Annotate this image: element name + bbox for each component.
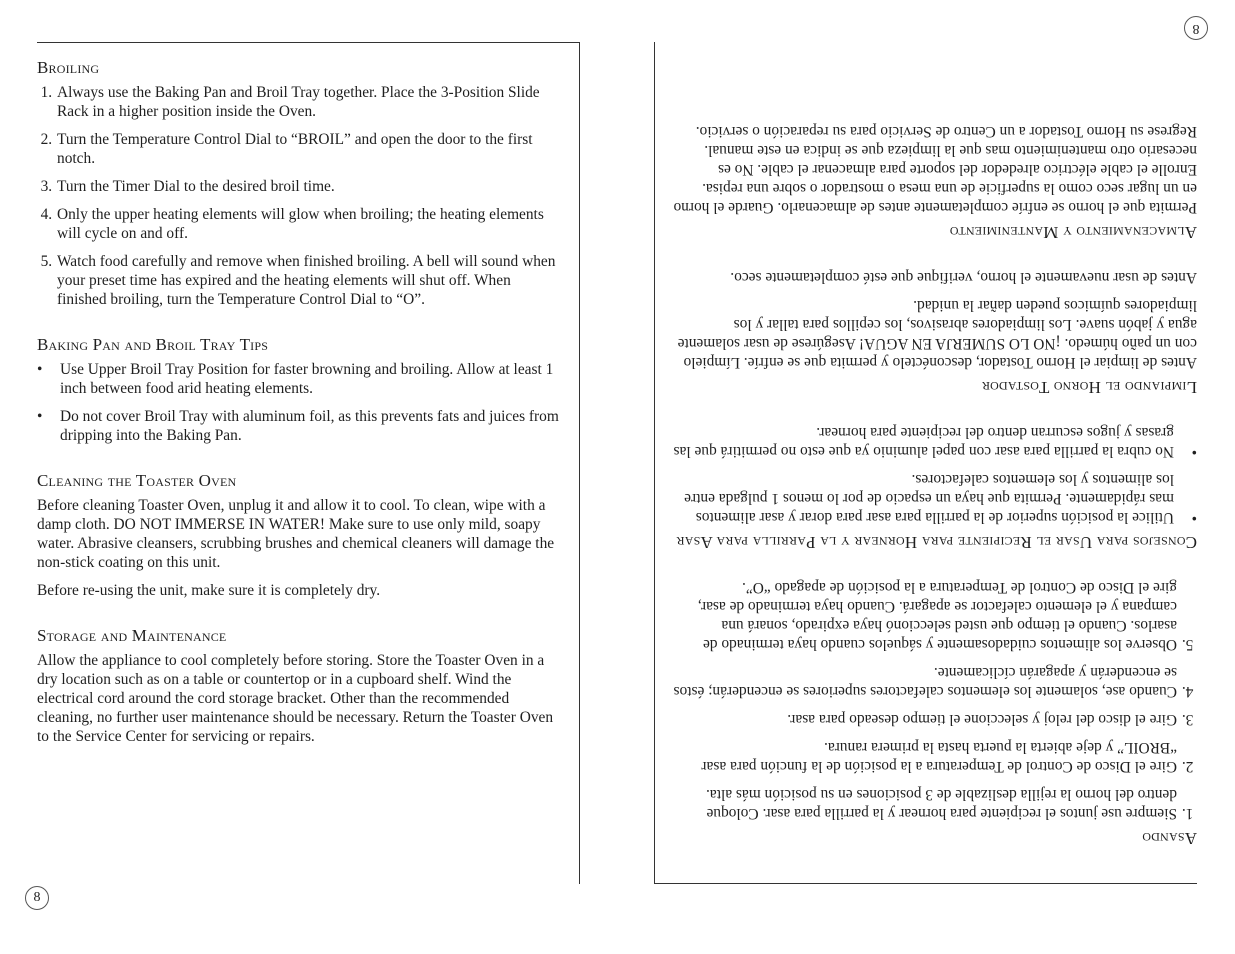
tip-item: • Do not cover Broil Tray with aluminum foil, as this prevents fats and juices from dripping into the Baking Pan. (60, 407, 562, 445)
limpiando-paragraph: Antes de usar nuevamente el horno, verifique que esté completamente seco. (730, 269, 1197, 286)
asando-step: 3. Gire el disco del reloj y seleccione el tiempo deseado para asar. (672, 710, 1178, 729)
cleaning-section (37, 471, 562, 600)
broiling-step: 1. Always use the Baking Pan and Broil Tray together. Place the 3-Position Slide Rack in a higher position inside the Oven. (56, 83, 562, 121)
storage-section (37, 626, 562, 746)
asando-section (672, 578, 1197, 848)
almacenamiento-paragraph: Permita que el horno se enfríe completamente antes de almacenarlo. Guarde el horno en un lugar seco como la superficie de una mesa o mostrador o sobre una repisa. Enrolle el cable eléctrico alrededor del soporte para almacenar el cable. No es necesario otro mantenimiento mas que la limpieza que se indica en este manual. Regrese su Horno Tostador a un Centro de Servicio para su reparación o servicio. (673, 123, 1197, 216)
tips-heading: Baking Pan and Broil Tray Tips (37, 335, 269, 354)
broiling-step: 4. Only the upper heating elements will glow when broiling; the heating elements will cycle on and off. (56, 205, 562, 243)
cleaning-heading: Cleaning the Toaster Oven (37, 471, 237, 490)
consejos-list (672, 423, 1197, 527)
cleaning-paragraph: Before cleaning Toaster Oven, unplug it and allow it to cool. To clean, wipe with a damp cloth. DO NOT IMMERSE IN WATER! Make sure to use only mild, soapy water. Abrasive cleansers, scrubbing brushes and chemical cleaners will damage the non-stick coating on this unit. (37, 497, 555, 571)
page-number-right: 8 (1184, 16, 1208, 40)
spanish-page-inverted (672, 58, 1197, 848)
tips-section (37, 335, 562, 445)
consejo-item: • Utilice la posición superior de la parrilla para asar para dorar y asar alimentos mas rápidamente. Permita que haya un espacio de por lo menos 1 pulgada entre los alimentos y los elementos calefactores. (672, 470, 1174, 527)
tip-item: • Use Upper Broil Tray Position for faster browning and broiling. Allow at least 1 inch between food arid heating elements. (60, 360, 562, 398)
limpiando-heading: Limpiando el Horno Tostador (981, 378, 1197, 397)
consejos-section (672, 423, 1197, 552)
asando-step: 1. Siempre use juntos el recipiente para hornear y la parrilla para asar. Coloque dentro del horno la rejilla deslizable de 3 posiciones en su posición más alta. (672, 785, 1178, 823)
consejos-heading: Consejos para Usar el Recipiente para Hornear y la Parrilla para Asar (676, 533, 1197, 552)
almacenamiento-section (672, 122, 1197, 242)
top-rule-left (37, 42, 580, 43)
asando-step: 5. Observe los alimentos cuidadosamente y sáquelos cuando haya terminado de asarlos. Cuando el tiempo que usted seleccionó haya expirado, sonará una campana y el elemento calefactor se apagará. Cuando haya terminado de asar, gire el Disco de Control de Temperatura a la posición de apagado “O”. (672, 578, 1178, 654)
broiling-step: 3. Turn the Timer Dial to the desired broil time. (56, 177, 562, 196)
column-divider-right (654, 42, 655, 884)
storage-paragraph: Allow the appliance to cool completely before storing. Store the Toaster Oven in a dry location such as on a table or countertop or in a cupboard shelf. Wind the electrical cord around the cord storage bracket. Other than the recommended cleaning, no further user maintenance should be necessary. Return the Toaster Oven to the Service Center for servicing or repairs. (37, 652, 554, 745)
broiling-step: 5. Watch food carefully and remove when finished broiling. A bell will sound when your preset time has expired and the heating elements will shut off. When finished broiling, turn the Temperature Control Dial to “O”. (56, 252, 562, 309)
broiling-heading: Broiling (37, 58, 100, 77)
storage-heading: Storage and Maintenance (37, 626, 227, 645)
bottom-rule-right (654, 883, 1197, 884)
asando-step: 4. Cuando ase, solamente los elementos calefactores superiores se encenderán; éstos se encenderán y apagarán cíclicamente. (672, 663, 1178, 701)
column-divider-left (579, 42, 580, 884)
consejo-item: • No cubra la parrilla para asar con papel aluminio ya que esto no permitirá que las grasas y jugos escurran dentro del recipiente para hornear. (672, 423, 1174, 461)
asando-heading: Asando (1142, 829, 1197, 848)
broiling-steps (37, 83, 562, 309)
limpiando-paragraph: Antes de limpiar el Horno Tostador, desconéctelo y permita que se enfríe. Límpielo con un paño húmedo. ¡NO LO SUMERJA EN AGUA! Asegúrese de usar solamente agua y jabón suave. Los limpiadores abrasivos, los cepillos para tallar y los limpiadores químicos pueden dañar la unidad. (677, 297, 1197, 371)
almacenamiento-heading: Almacenamiento y Mantenimiento (949, 223, 1197, 242)
asando-steps (672, 578, 1197, 823)
asando-step: 2. Gire el Disco de Control de Temperatura a la posición de la función para asar “BROIL” y deje abierta la puerta hasta la primera ranura. (672, 738, 1178, 776)
broiling-step: 2. Turn the Temperature Control Dial to “BROIL” and open the door to the first notch. (56, 130, 562, 168)
tips-list (37, 360, 562, 445)
cleaning-paragraph: Before re-using the unit, make sure it is completely dry. (37, 582, 381, 599)
page-number-left: 8 (25, 886, 49, 910)
broiling-section (37, 58, 562, 309)
limpiando-section (672, 268, 1197, 397)
english-page (37, 58, 562, 772)
